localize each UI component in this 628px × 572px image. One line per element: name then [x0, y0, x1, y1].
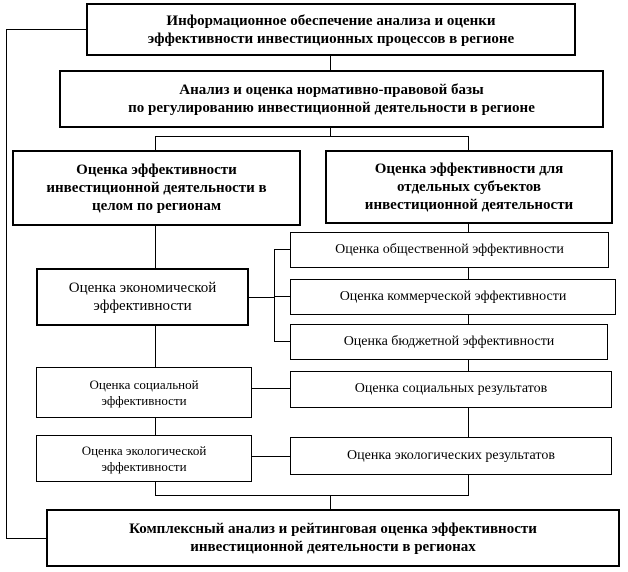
- ecological-connector: [252, 456, 290, 457]
- ecological-line1: Оценка экологической: [81, 442, 207, 458]
- public-efficiency-box: [290, 232, 609, 268]
- bottom-box-line2: инвестиционной деятельности в регионах: [190, 539, 476, 555]
- commercial-efficiency-box: [290, 279, 616, 315]
- feedback-line-top: [6, 29, 86, 30]
- left-main-line1: Оценка эффективности: [76, 162, 237, 178]
- bottom-complex-box: [46, 509, 620, 567]
- right-main-box: [325, 150, 613, 224]
- feedback-line-vertical: [6, 29, 7, 539]
- budget-efficiency-label: Оценка бюджетной эффективности: [343, 333, 555, 349]
- social-results-box: [290, 371, 612, 408]
- social-efficiency-box: [36, 367, 252, 418]
- bracket-budget: [274, 341, 290, 342]
- bottom-box-line1: Комплексный анализ и рейтинговая оценка эффективности: [129, 521, 537, 537]
- commercial-efficiency-label: Оценка коммерческой эффективности: [339, 288, 567, 304]
- bracket-commercial: [274, 296, 290, 297]
- ecological-line2: эффективности: [101, 458, 187, 474]
- connector-split-right: [468, 136, 469, 150]
- feedback-line-bottom: [6, 538, 46, 539]
- social-results-label: Оценка социальных результатов: [354, 381, 548, 397]
- top-box-info-support: [86, 3, 576, 56]
- economic-line1: Оценка экономической: [68, 280, 217, 296]
- economic-connector: [249, 297, 274, 298]
- left-main-line2: инвестиционной деятельности в: [46, 180, 267, 196]
- connector-split-horizontal: [155, 136, 468, 137]
- social-connector: [252, 388, 290, 389]
- legal-analysis-box: [59, 70, 604, 128]
- social-line2: эффективности: [101, 392, 187, 408]
- connector-top-legal: [330, 56, 331, 70]
- budget-efficiency-box: [290, 324, 608, 360]
- ecological-efficiency-box: [36, 435, 252, 482]
- public-efficiency-label: Оценка общественной эффективности: [335, 241, 564, 257]
- right-main-line3: инвестиционной деятельности: [364, 197, 574, 213]
- left-main-line3: целом по регионам: [91, 198, 222, 214]
- left-main-box: [12, 150, 301, 226]
- economic-line2: эффективности: [93, 298, 192, 314]
- right-main-line2: отдельных субъектов: [396, 179, 541, 195]
- right-main-line1: Оценка эффективности для: [374, 161, 564, 177]
- legal-box-line1: Анализ и оценка нормативно-правовой базы: [179, 82, 484, 98]
- top-box-line1: Информационное обеспечение анализа и оценки: [166, 12, 496, 29]
- connector-split-left: [155, 136, 156, 150]
- spines-join: [155, 495, 469, 496]
- top-box-line2: эффективности инвестиционных процессов в регионе: [147, 30, 515, 47]
- connector-legal-down: [330, 128, 331, 136]
- bracket-public: [274, 249, 290, 250]
- connector-bottom: [330, 495, 331, 509]
- eco-results-label: Оценка экологических результатов: [347, 447, 555, 463]
- legal-box-line2: по регулированию инвестиционной деятельности в регионе: [128, 100, 535, 116]
- social-line1: Оценка социальной: [89, 376, 199, 392]
- economic-efficiency-box: [36, 268, 249, 326]
- eco-results-box: [290, 437, 612, 475]
